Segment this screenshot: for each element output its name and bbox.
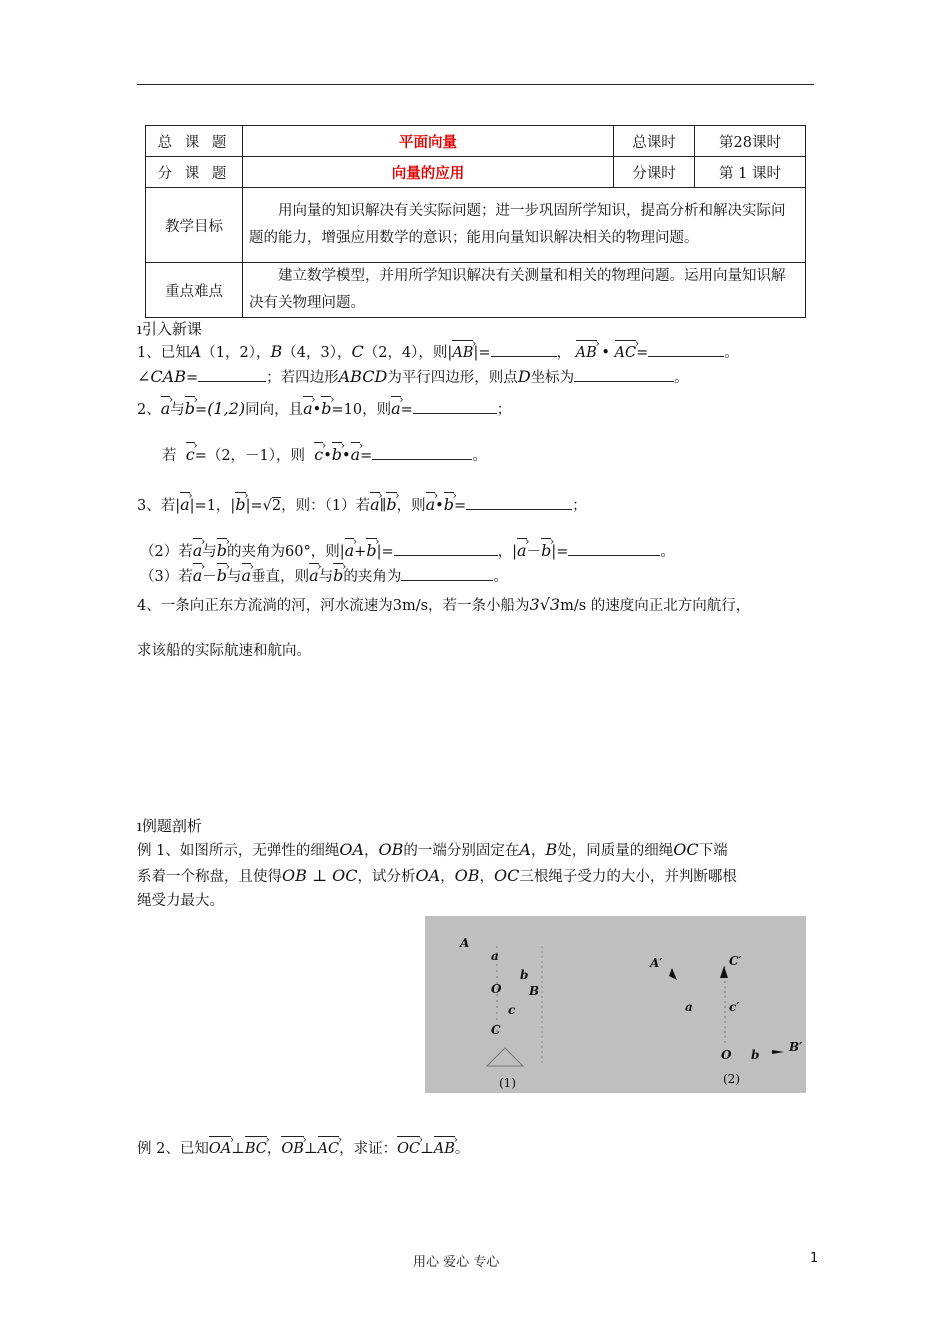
label-c: c (508, 1003, 516, 1017)
key-points-text: 建立数学模型，并用所学知识解决有关测量和相关的物理问题。运用向量知识解决有关物理问题。 (243, 263, 806, 318)
answer-blank (648, 342, 724, 357)
question-1-line-2: ∠CAB= ；若四边形ABCD为平行四边形，则点D坐标为 。 (137, 367, 689, 386)
label-total-hours: 总课时 (614, 126, 695, 157)
question-2-line-1: 2、a ›与b ›=(1,2)同向，且a ›•b ›=10，则a ›= ； (137, 398, 511, 421)
section-examples: ı例题剖析 (137, 817, 202, 835)
label-b: b (520, 968, 529, 982)
question-4-line-1: 4、一条向正东方流淌的河，河水流速为3m/s，若一条小船为3√3m/s 的速度向正北方向航行， (137, 595, 751, 614)
label-b2: b (751, 1048, 760, 1062)
answer-blank (372, 445, 472, 460)
label-fig-1: (1) (499, 1076, 516, 1090)
label-c-prime: c′ (729, 1000, 740, 1014)
label-B: B (529, 984, 540, 998)
label-A: A (460, 936, 470, 950)
label-a2: a (685, 1000, 693, 1014)
answer-blank (568, 541, 660, 556)
label-objectives: 教学目标 (146, 188, 243, 263)
label-total-topic: 总 课 题 (146, 126, 243, 157)
question-3-line-2: （2）若a ›与b ›的夹角为60°，则|a ›+b ›|= ，|a ›－b ›|= 。 (140, 540, 675, 563)
answer-blank (401, 566, 493, 581)
example-1-line-1: 例 1、如图所示，无弹性的细绳OA，OB的一端分别固定在A，B处，同质量的细绳OC下端 (137, 840, 728, 859)
label-O2: O (721, 1048, 732, 1062)
answer-blank (466, 495, 572, 510)
example-1-line-3: 绳受力最大。 (137, 893, 224, 909)
sub-hours-value: 第 1 课时 (695, 157, 806, 188)
answer-blank (413, 399, 497, 414)
answer-blank (394, 541, 498, 556)
footer-text: 用心 爱心 专心 (413, 1255, 500, 1270)
question-1-line-1: 1、已知A（1，2），B（4，3），C（2，4），则|AB ›|= ， AB › • AC ›= 。 (137, 341, 739, 364)
question-4-line-2: 求该船的实际航速和航向。 (137, 643, 311, 659)
sub-topic-title: 向量的应用 (243, 157, 614, 188)
label-key-points: 重点难点 (146, 263, 243, 318)
objectives-text: 用向量的知识解决有关实际问题；进一步巩固所学知识，提高分析和解决实际问题的能力，增强应用数学的意识；能用向量知识解决相关的物理问题。 (243, 188, 806, 263)
example-1-line-2: 系着一个称盘，且使得OB ⊥ OC，试分析OA，OB，OC三根绳子受力的大小，并判断哪根 (137, 866, 737, 885)
section-intro: ı引入新课 (137, 320, 202, 338)
answer-blank (198, 367, 266, 382)
top-rule (137, 84, 814, 85)
answer-blank (491, 342, 557, 357)
page-number: 1 (810, 1251, 819, 1266)
label-O: O (491, 982, 502, 996)
question-3-line-1: 3、若|a ›|=1，|b ›|=√2，则：（1）若a ›∥b ›，则a ›•b ›= ； (137, 494, 587, 517)
lesson-info-table (145, 125, 806, 318)
force-diagram-figure (425, 916, 806, 1093)
total-topic-title: 平面向量 (243, 126, 614, 157)
label-A-prime: A′ (650, 956, 663, 970)
total-hours-value: 第28课时 (695, 126, 806, 157)
label-sub-topic: 分 课 题 (146, 157, 243, 188)
label-C-prime: C′ (729, 954, 742, 968)
label-fig-2: (2) (723, 1072, 740, 1086)
answer-blank (574, 367, 674, 382)
question-2-line-2: 若 c ›=（2，－1），则 c ›•b ›•a ›= 。 (162, 444, 487, 467)
label-C: C (491, 1023, 501, 1037)
example-2-line: 例 2、已知OA ›⊥BC ›，OB ›⊥AC ›，求证：OC ›⊥AB ›。 (137, 1138, 469, 1160)
question-3-line-3: （3）若a ›－b ›与a ›垂直，则a ›与b ›的夹角为 。 (140, 565, 508, 588)
label-a: a (491, 949, 499, 963)
label-sub-hours: 分课时 (614, 157, 695, 188)
label-B-prime: B′ (789, 1040, 803, 1054)
figure-lines (425, 916, 806, 1093)
